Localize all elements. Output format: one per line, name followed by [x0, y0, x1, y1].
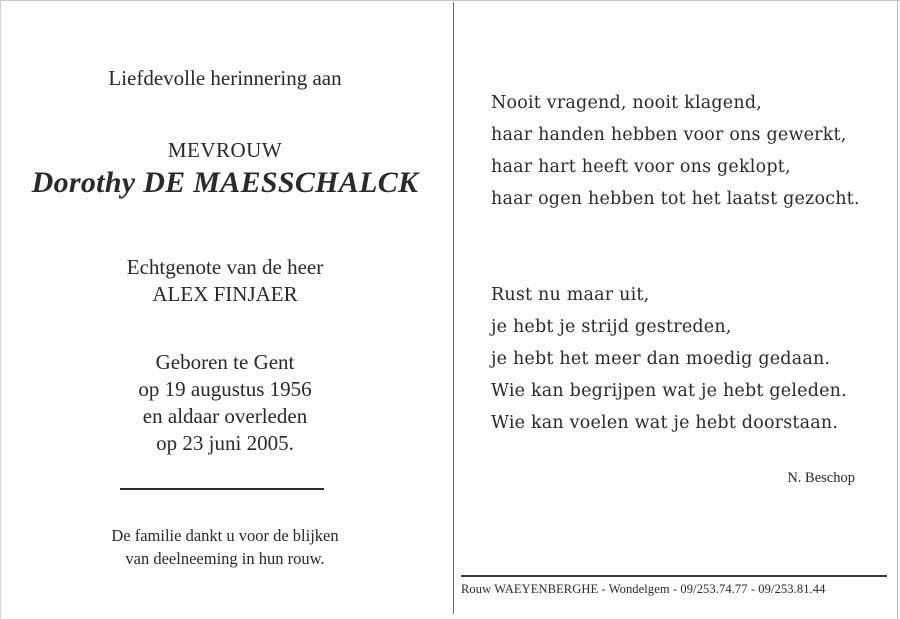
birth-place-line: Geboren te Gent: [155, 350, 295, 374]
life-dates-block: [0, 349, 450, 457]
poem-line: haar hart heeft voor ons geklopt,: [491, 157, 791, 177]
footer-divider: [461, 575, 887, 577]
deceased-name: Dorothy DE MAESSCHALCK: [31, 166, 419, 199]
thanks-line: van deelneeming in hun rouw.: [125, 549, 325, 568]
poem-stanza-1: [491, 87, 860, 215]
poem-line: Wie kan voelen wat je hebt doorstaan.: [491, 413, 839, 433]
honorific-title: MEVROUW: [167, 138, 283, 162]
poem-line: je hebt je strijd gestreden,: [491, 317, 732, 337]
thanks-line: De familie dankt u voor de blijken: [111, 526, 339, 545]
poem-line: Wie kan begrijpen wat je hebt geleden.: [491, 381, 847, 401]
spouse-line: Echtgenote van de heer: [126, 255, 324, 279]
funeral-home-footer: Rouw WAEYENBERGHE - Wondelgem - 09/253.74.77 - 09/253.81.44: [461, 582, 826, 596]
spouse-block: [0, 254, 450, 308]
card-fold-line: [453, 2, 454, 614]
poem-author: N. Beschop: [787, 470, 855, 486]
divider-line: [120, 488, 324, 490]
poem-line: Rust nu maar uit,: [491, 285, 650, 305]
poem-line: haar handen hebben voor ons gewerkt,: [491, 125, 847, 145]
right-panel: [455, 0, 900, 619]
poem-line: je hebt het meer dan moedig gedaan.: [491, 349, 831, 369]
intro-text: Liefdevolle herinnering aan: [108, 66, 342, 90]
birth-date-line: op 19 augustus 1956: [138, 377, 312, 401]
poem-stanza-2: [491, 279, 847, 439]
thanks-block: [0, 524, 450, 570]
poem-line: haar ogen hebben tot het laatst gezocht.: [491, 189, 860, 209]
death-place-line: en aldaar overleden: [142, 404, 308, 428]
poem-line: Nooit vragend, nooit klagend,: [491, 93, 762, 113]
death-date-line: op 23 juni 2005.: [156, 431, 294, 455]
spouse-name: ALEX FINJAER: [152, 282, 298, 306]
